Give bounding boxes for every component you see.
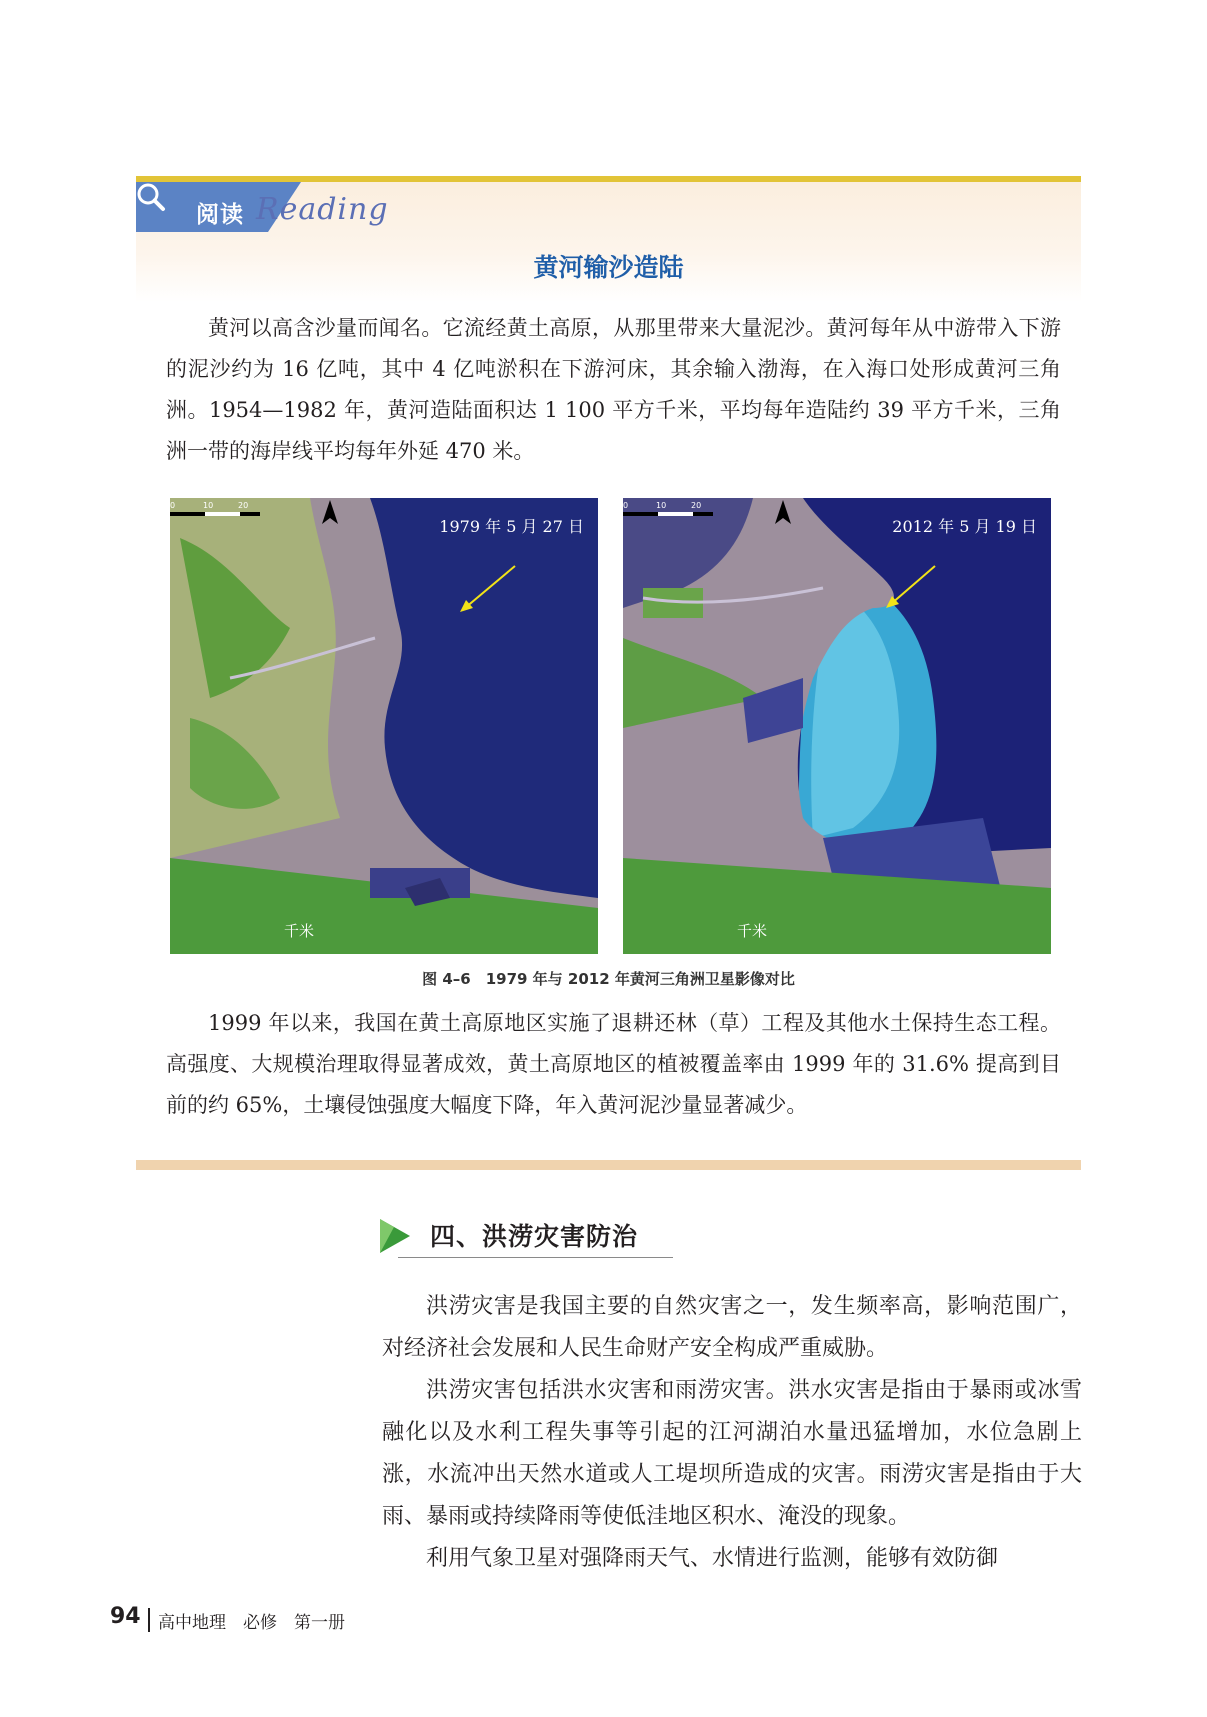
scale-bar [170, 498, 370, 528]
satellite-image-2012 [623, 498, 1051, 954]
scale-bar [623, 498, 823, 528]
reading-title: 黄河输沙造陆 [533, 253, 684, 282]
satellite-image-1979 [170, 498, 598, 954]
section-title: 四、洪涝灾害防治 [430, 1222, 639, 1251]
scale-unit-label: 千米 [284, 922, 315, 940]
reading-paragraph-2: 1999 年以来，我国在黄土高原地区实施了退耕还林（草）工程及其他水土保持生态工程。高强度、大规模治理取得显著成效，黄土高原地区的植被覆盖率由 1999 年的 31.6% 提高到目前的约 65%，土壤侵蚀强度大幅度下降，年入黄河泥沙量显著减少。 [166, 1011, 1061, 1117]
section-paragraph-1: 洪涝灾害是我国主要的自然灾害之一，发生频率高，影响范围广，对经济社会发展和人民生命财产安全构成严重威胁。 [382, 1294, 1082, 1361]
play-triangle-icon [380, 1219, 410, 1253]
scale-tick-0: 0 [170, 501, 176, 510]
scale-tick-20: 20 [691, 501, 702, 510]
scale-tick-10: 10 [203, 501, 214, 510]
north-arrow-icon [322, 500, 338, 524]
page-number: 94 [110, 1604, 141, 1629]
figure-caption: 图 4–6 1979 年与 2012 年黄河三角洲卫星影像对比 [422, 970, 795, 988]
reading-tab-label: 阅读 [196, 202, 244, 228]
footer-divider [148, 1608, 150, 1632]
section-paragraph-3: 利用气象卫星对强降雨天气、水情进行监测，能够有效防御 [426, 1546, 999, 1571]
scale-tick-0: 0 [623, 501, 629, 510]
reading-paragraph-1: 黄河以高含沙量而闻名。它流经黄土高原，从那里带来大量泥沙。黄河每年从中游带入下游的泥沙约为 16 亿吨，其中 4 亿吨淤积在下游河床，其余输入渤海，在入海口处形成黄河三角洲。1954—1982 年，黄河造陆面积达 1 100 平方千米，平均每年造陆约 39 平方千米，三角洲一带的海岸线平均每年外延 470 米。 [166, 316, 1061, 463]
reading-bottom-rule [136, 1160, 1081, 1170]
satellite-date-2012: 2012 年 5 月 19 日 [892, 517, 1037, 536]
section-heading [380, 1213, 680, 1263]
reading-script-label: Reading [256, 192, 389, 227]
section-underline [398, 1257, 673, 1258]
scale-tick-20: 20 [238, 501, 249, 510]
book-title: 高中地理 必修 第一册 [158, 1613, 345, 1633]
magnifier-icon [136, 182, 166, 212]
scale-tick-10: 10 [656, 501, 667, 510]
north-arrow-icon [775, 500, 791, 524]
scale-unit-label: 千米 [737, 922, 768, 940]
satellite-date-1979: 1979 年 5 月 27 日 [439, 517, 584, 536]
reading-box [136, 176, 1081, 1168]
section-paragraph-2: 洪涝灾害包括洪水灾害和雨涝灾害。洪水灾害是指由于暴雨或冰雪融化以及水利工程失事等引起的江河湖泊水量迅猛增加，水位急剧上涨，水流冲出天然水道或人工堤坝所造成的灾害。雨涝灾害是指由于大雨、暴雨或持续降雨等使低洼地区积水、淹没的现象。 [382, 1378, 1082, 1529]
